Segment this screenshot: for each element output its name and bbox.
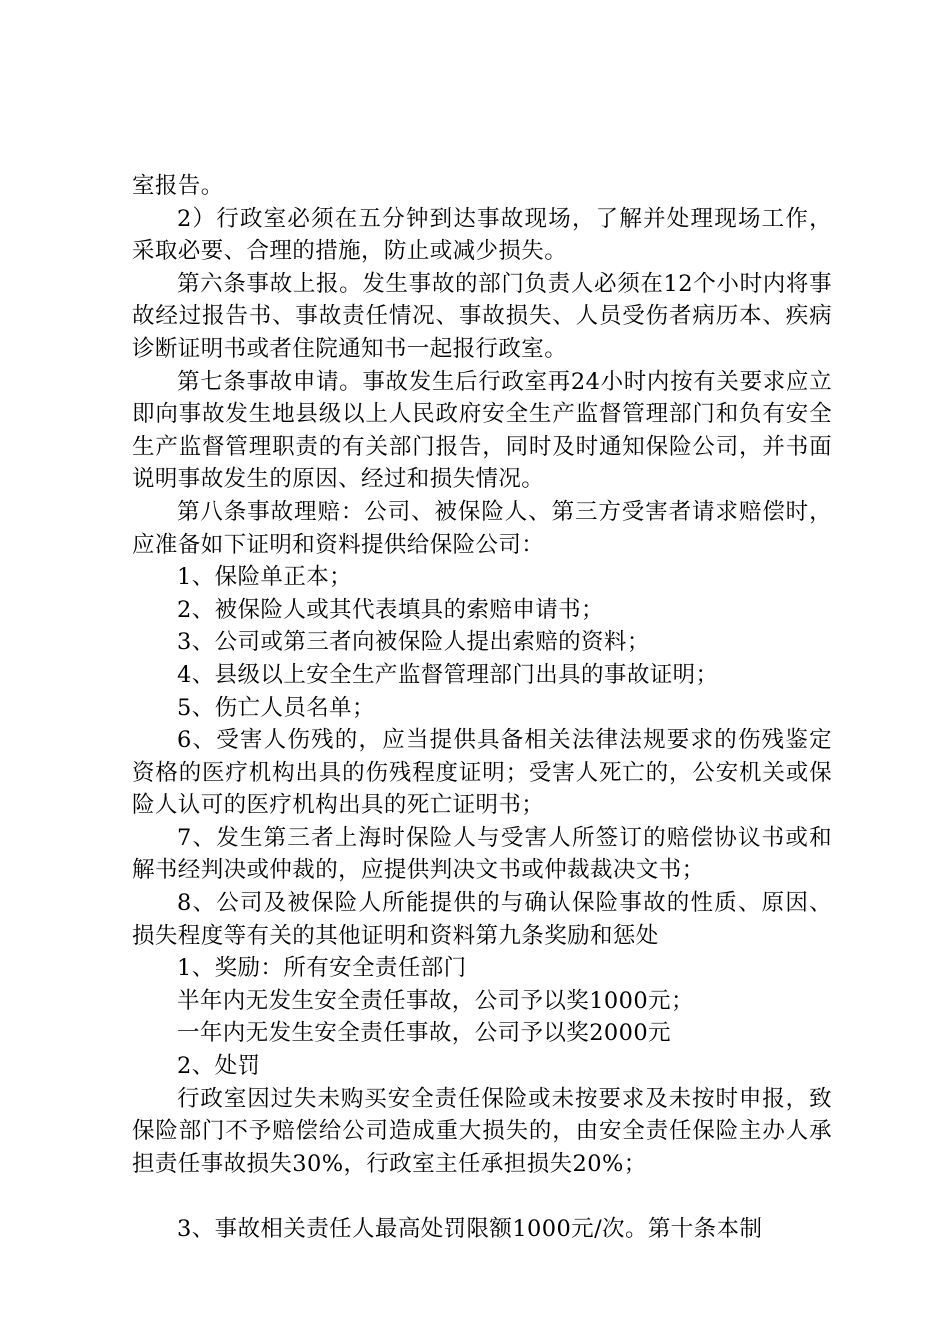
penalty-limit: 3、事故相关责任人最高处罚限额1000元/次。第十条本制 <box>177 1216 763 1242</box>
paragraph-article-8: 第八条事故理赔：公司、被保险人、第三方受害者请求赔偿时，应准备如下证明和资料提供给保险公司： <box>132 498 832 558</box>
list-item-7: 7、发生第三者上海时保险人与受害人所签订的赔偿协议书或和解书经判决或仲裁的，应提供判决文书或仲裁裁决文书； <box>132 824 832 884</box>
paragraph-item-2: 2）行政室必须在五分钟到达事故现场，了解并处理现场工作，采取必要、合理的措施，防止或减少损失。 <box>132 205 832 265</box>
list-item-4: 4、县级以上安全生产监督管理部门出具的事故证明； <box>177 661 719 688</box>
list-item-8: 8、公司及被保险人所能提供的与确认保险事故的性质、原因、损失程度等有关的其他证明和资料第九条奖励和惩处 <box>132 890 832 949</box>
paragraph-article-7: 第七条事故申请。事故发生后行政室再24小时内按有关要求应立即向事故发生地县级以上人民政府安全生产监督管理部门和负有安全生产监督管理职责的有关部门报告，同时及时通知保险公司，并书面说明事故发生的原因、经过和损失情况。 <box>132 368 832 493</box>
reward-heading: 1、奖励：所有安全责任部门 <box>177 955 467 982</box>
list-item-3: 3、公司或第三者向被保险人提出索赔的资料； <box>177 629 650 656</box>
penalty-description: 行政室因过失未购买安全责任保险或未按要求及未按时申报，致保险部门不予赔偿给公司造成重大损失的，由安全责任保险主办人承担责任事故损失30%，行政室主任承担损失20%； <box>132 1085 832 1177</box>
list-item-5: 5、伤亡人员名单； <box>177 694 375 721</box>
penalty-heading: 2、处罚 <box>177 1053 261 1080</box>
list-item-6: 6、受害人伤残的，应当提供具备相关法律法规要求的伤残鉴定资格的医疗机构出具的伤残程度证明；受害人死亡的，公安机关或保险人认可的医疗机构出具的死亡证明书； <box>132 727 832 819</box>
reward-one-year: 一年内无发生安全责任事故，公司予以奖2000元 <box>177 1020 671 1047</box>
paragraph-continuation: 室报告。 <box>132 173 224 199</box>
blank-line <box>132 1180 832 1213</box>
document-body <box>132 170 832 1246</box>
list-item-2: 2、被保险人或其代表填具的索赔申请书； <box>177 596 604 623</box>
list-item-1: 1、保险单正本； <box>177 564 353 591</box>
paragraph-article-6: 第六条事故上报。发生事故的部门负责人必须在12个小时内将事故经过报告书、事故责任情况、事故损失、人员受伤者病历本、疾病诊断证明书或者住院通知书一起报行政室。 <box>132 270 832 362</box>
reward-half-year: 半年内无发生安全责任事故，公司予以奖1000元； <box>177 987 694 1014</box>
